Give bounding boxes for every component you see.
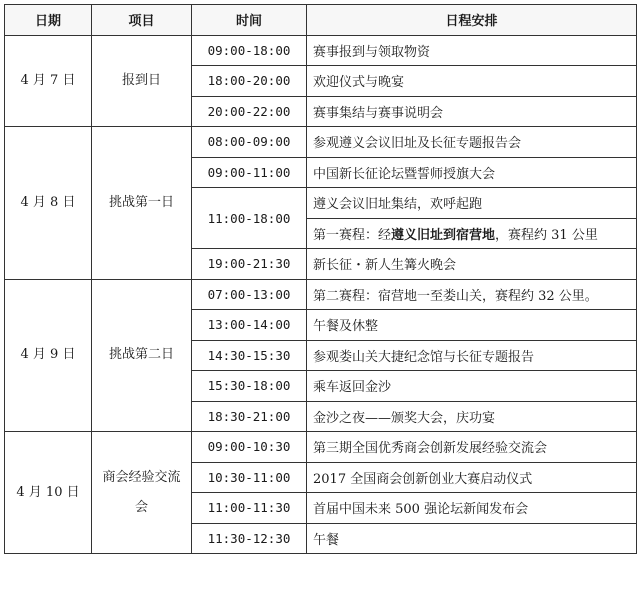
- time-cell: 11:00-11:30: [192, 493, 307, 524]
- header-item: 项目: [92, 5, 192, 36]
- time-cell: 09:00-10:30: [192, 432, 307, 463]
- desc-cell: 赛事报到与领取物资: [307, 35, 637, 66]
- item-line: 商会经验交流: [102, 469, 181, 485]
- time-cell: 09:00-18:00: [192, 35, 307, 66]
- desc-cell: 欢迎仪式与晚宴: [307, 66, 637, 97]
- time-cell: 19:00-21:30: [192, 249, 307, 280]
- desc-cell: 新长征・新人生篝火晚会: [307, 249, 637, 280]
- desc-cell: 午餐及休整: [307, 310, 637, 341]
- table-row: [5, 279, 637, 310]
- table-row: [5, 127, 637, 158]
- desc-cell: 午餐: [307, 523, 637, 554]
- time-cell: 11:30-12:30: [192, 523, 307, 554]
- desc-highlight: 遵义旧址到宿营地: [391, 227, 496, 243]
- desc-cell: 2017 全国商会创新创业大赛启动仪式: [307, 462, 637, 493]
- item-cell: 报到日: [92, 35, 192, 127]
- time-cell: 07:00-13:00: [192, 279, 307, 310]
- time-cell: 14:30-15:30: [192, 340, 307, 371]
- header-schedule: 日程安排: [307, 5, 637, 36]
- desc-cell: [307, 218, 637, 249]
- time-cell: 20:00-22:00: [192, 96, 307, 127]
- desc-cell: 第二赛程：宿营地一至娄山关，赛程约 32 公里。: [307, 279, 637, 310]
- time-cell: 10:30-11:00: [192, 462, 307, 493]
- date-cell: 4 月 8 日: [5, 127, 92, 280]
- desc-cell: 参观遵义会议旧址及长征专题报告会: [307, 127, 637, 158]
- time-cell: 09:00-11:00: [192, 157, 307, 188]
- desc-part: 第一赛程：经: [313, 227, 392, 243]
- item-line: 会: [134, 499, 148, 515]
- item-cell: 挑战第二日: [92, 279, 192, 432]
- desc-cell: 首届中国未来 500 强论坛新闻发布会: [307, 493, 637, 524]
- header-row: [5, 5, 637, 36]
- desc-cell: 金沙之夜——颁奖大会，庆功宴: [307, 401, 637, 432]
- item-cell: 挑战第一日: [92, 127, 192, 280]
- desc-cell: 参观娄山关大捷纪念馆与长征专题报告: [307, 340, 637, 371]
- desc-cell: 遵义会议旧址集结，欢呼起跑: [307, 188, 637, 219]
- header-time: 时间: [192, 5, 307, 36]
- table-row: [5, 432, 637, 463]
- desc-cell: 乘车返回金沙: [307, 371, 637, 402]
- time-cell: 11:00-18:00: [192, 188, 307, 249]
- date-cell: 4 月 9 日: [5, 279, 92, 432]
- time-cell: 08:00-09:00: [192, 127, 307, 158]
- time-cell: 15:30-18:00: [192, 371, 307, 402]
- desc-cell: 中国新长征论坛暨誓师授旗大会: [307, 157, 637, 188]
- time-cell: 13:00-14:00: [192, 310, 307, 341]
- desc-cell: 第三期全国优秀商会创新发展经验交流会: [307, 432, 637, 463]
- schedule-table: [4, 4, 637, 554]
- time-cell: 18:00-20:00: [192, 66, 307, 97]
- item-cell: [92, 432, 192, 554]
- date-cell: 4 月 10 日: [5, 432, 92, 554]
- date-cell: 4 月 7 日: [5, 35, 92, 127]
- header-date: 日期: [5, 5, 92, 36]
- table-row: [5, 35, 637, 66]
- desc-cell: 赛事集结与赛事说明会: [307, 96, 637, 127]
- desc-part: ，赛程约 31 公里: [495, 227, 598, 243]
- time-cell: 18:30-21:00: [192, 401, 307, 432]
